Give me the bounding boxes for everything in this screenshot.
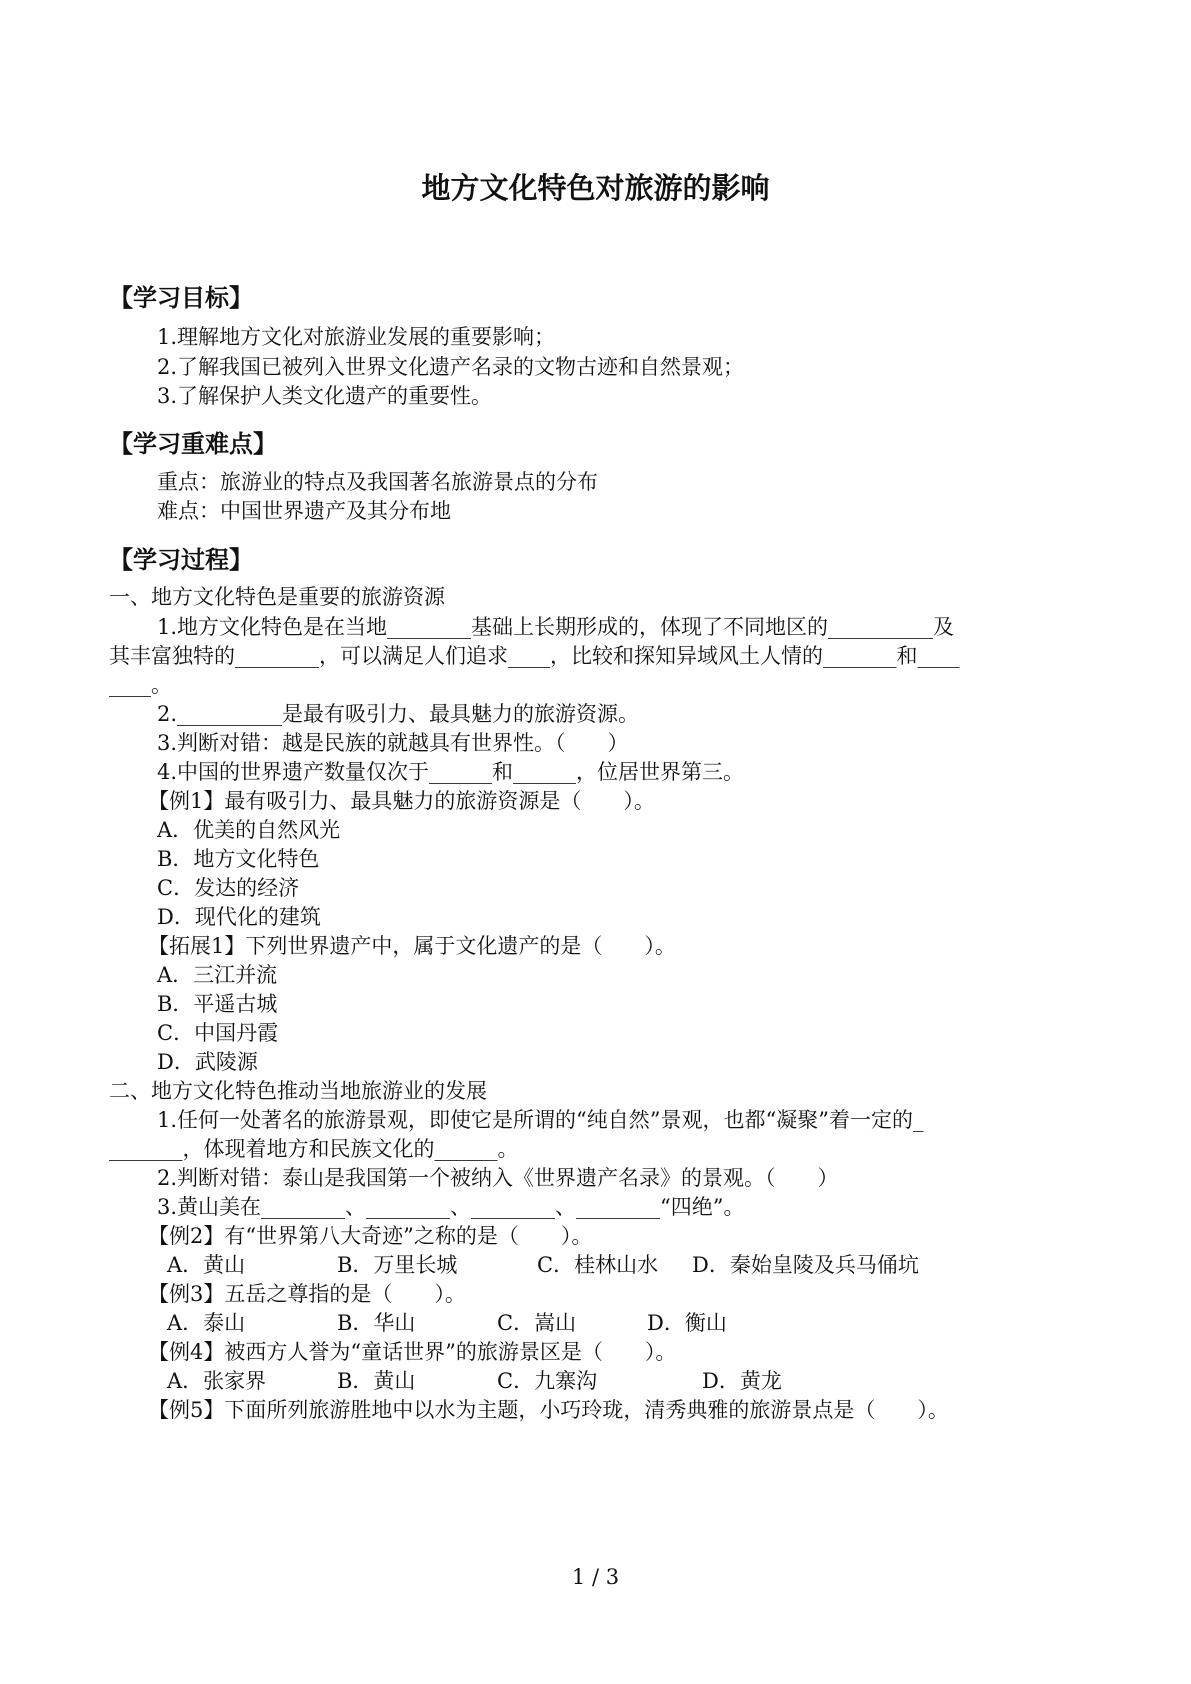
option: A．优美的自然风光 [157, 818, 341, 842]
option: C．九寨沟 [497, 1369, 598, 1393]
option: D．衡山 [647, 1311, 727, 1335]
part1-heading: 一、地方文化特色是重要的旅游资源 [109, 585, 445, 609]
option: B．万里长城 [337, 1253, 458, 1277]
option-row [167, 1310, 727, 1336]
option: B．平遥古城 [157, 992, 278, 1016]
page-number: 1 / 3 [571, 1565, 620, 1589]
option: C．发达的经济 [157, 876, 300, 900]
question-line: 4.中国的世界遗产数量仅次于______和______，位居世界第三。 [157, 760, 745, 784]
option: C．中国丹霞 [157, 1021, 279, 1045]
option: D．秦始皇陵及兵马俑坑 [692, 1253, 919, 1277]
keypoints-heading: 【学习重难点】 [109, 430, 277, 458]
option: A．三江并流 [157, 963, 278, 987]
goal-item: 1.理解地方文化对旅游业发展的重要影响； [157, 325, 556, 349]
example-question: 【例2】有“世界第八大奇迹”之称的是（ ）。 [148, 1224, 593, 1248]
question-line: ____。 [109, 673, 172, 697]
example-question: 【例5】下面所列旅游胜地中以水为主题，小巧玲珑，清秀典雅的旅游景点是（ ）。 [148, 1398, 949, 1422]
option: A．黄山 [167, 1253, 246, 1277]
option: C．嵩山 [497, 1311, 577, 1335]
goals-heading: 【学习目标】 [109, 284, 253, 312]
question-line: _______，体现着地方和民族文化的______。 [109, 1137, 519, 1161]
keypoint-item: 难点：中国世界遗产及其分布地 [157, 499, 451, 523]
question-line: 1.任何一处著名的旅游景观，即使它是所谓的“纯自然”景观，也都“凝聚”着一定的_ [157, 1108, 924, 1132]
option: B．华山 [337, 1311, 416, 1335]
option: B．黄山 [337, 1369, 416, 1393]
process-heading: 【学习过程】 [109, 546, 253, 574]
option-row [167, 1368, 782, 1394]
option: A．张家界 [167, 1369, 267, 1393]
option: D．黄龙 [702, 1369, 782, 1393]
option-row [167, 1252, 919, 1278]
question-line: 其丰富独特的________，可以满足人们追求____，比较和探知异域风土人情的_______和____ [109, 644, 960, 668]
option: B．地方文化特色 [157, 847, 320, 871]
question-line: 2.__________是最有吸引力、最具魅力的旅游资源。 [157, 702, 640, 726]
keypoint-item: 重点：旅游业的特点及我国著名旅游景点的分布 [157, 470, 598, 494]
example-question: 【例4】被西方人誉为“童话世界”的旅游景区是（ ）。 [148, 1340, 677, 1364]
option: C．桂林山水 [537, 1253, 659, 1277]
part2-heading: 二、地方文化特色推动当地旅游业的发展 [109, 1079, 487, 1103]
example-question: 【例3】五岳之尊指的是（ ）。 [148, 1282, 466, 1306]
question-line: 3.判断对错：越是民族的就越具有世界性。（ ） [157, 731, 629, 755]
goal-item: 3.了解保护人类文化遗产的重要性。 [157, 384, 493, 408]
question-line: 2.判断对错：泰山是我国第一个被纳入《世界遗产名录》的景观。（ ） [157, 1166, 839, 1190]
extension-question: 【拓展1】下列世界遗产中，属于文化遗产的是（ ）。 [148, 934, 676, 958]
example-question: 【例1】最有吸引力、最具魅力的旅游资源是（ ）。 [148, 789, 655, 813]
option: A．泰山 [167, 1311, 246, 1335]
goal-item: 2.了解我国已被列入世界文化遗产名录的文物古迹和自然景观； [157, 355, 745, 379]
page-title: 地方文化特色对旅游的影响 [421, 171, 770, 205]
option: D．武陵源 [157, 1050, 258, 1074]
question-line: 3.黄山美在________、________、________、________“四绝”。 [157, 1195, 745, 1219]
option: D．现代化的建筑 [157, 905, 321, 929]
question-line: 1.地方文化特色是在当地________基础上长期形成的，体现了不同地区的__________及 [157, 615, 955, 639]
